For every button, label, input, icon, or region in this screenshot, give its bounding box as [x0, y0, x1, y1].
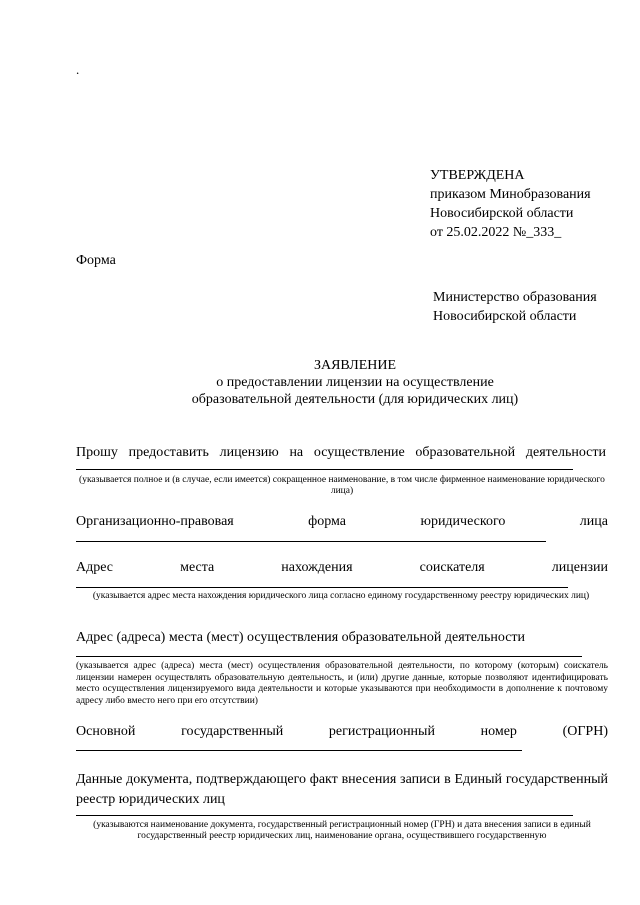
- addressee-line-2: Новосибирской области: [433, 309, 577, 324]
- address-line: [76, 587, 568, 588]
- organization-name-note: (указывается полное и (в случае, если имеется) сокращенное наименование, в том числе фирменное наименование юридического лица): [79, 475, 605, 496]
- document-data-line: [76, 815, 573, 816]
- document-data-note: (указываются наименование документа, государственный регистрационный номер (ГРН) и дата внесения записи в единый государственный реестр юридических лиц, наименование органа, осуществившего государственную: [93, 820, 591, 841]
- document-title: [90, 357, 620, 408]
- document-data-label: Данные документа, подтверждающего факт внесения записи в Единый государственный реестр юридических лиц: [76, 772, 608, 807]
- approval-line-4: от 25.02.2022 №_333_: [430, 225, 562, 240]
- approval-block: [430, 166, 591, 242]
- activity-address-line: [76, 656, 582, 657]
- org-form-label: Организационно-правовая форма юридического лица: [76, 514, 608, 529]
- addressee-block: [433, 288, 597, 326]
- approval-line-1: УТВЕРЖДЕНА: [430, 168, 525, 183]
- title-line-1: ЗАЯВЛЕНИЕ: [313, 358, 397, 373]
- org-form-line: [76, 541, 546, 542]
- activity-address-label: Адрес (адреса) места (мест) осуществления образовательной деятельности: [76, 630, 526, 645]
- request-text: Прошу предоставить лицензию на осуществление образовательной деятельности: [76, 445, 606, 460]
- title-line-3: образовательной деятельности (для юридических лиц): [191, 392, 519, 407]
- top-mark: .: [76, 62, 80, 77]
- addressee-line-1: Министерство образования: [433, 290, 597, 305]
- ogrn-line: [76, 750, 522, 751]
- approval-line-3: Новосибирской области: [430, 206, 574, 221]
- activity-address-note: (указывается адрес (адреса) места (мест) осуществления образовательной деятельности, по которому (которым) соискатель лицензии намерен осуществлять образовательную деятельность, и (или) другие данные, которые позволяют идентифицировать место осуществления лицензируемого вида деятельности и которые указываются при необходимости в дополнение к почтовому адресу либо вместо него при его отсутствии): [76, 661, 608, 706]
- title-line-2: о предоставлении лицензии на осуществление: [216, 375, 494, 390]
- form-label: Форма: [76, 253, 116, 268]
- organization-name-line: [76, 469, 573, 470]
- address-label: Адрес места нахождения соискателя лицензии: [76, 560, 608, 575]
- approval-line-2: приказом Минобразования: [430, 187, 591, 202]
- ogrn-label: Основной государственный регистрационный номер (ОГРН): [76, 724, 608, 739]
- address-note: (указывается адрес места нахождения юридического лица согласно единому государственному реестру юридических лиц): [92, 591, 590, 601]
